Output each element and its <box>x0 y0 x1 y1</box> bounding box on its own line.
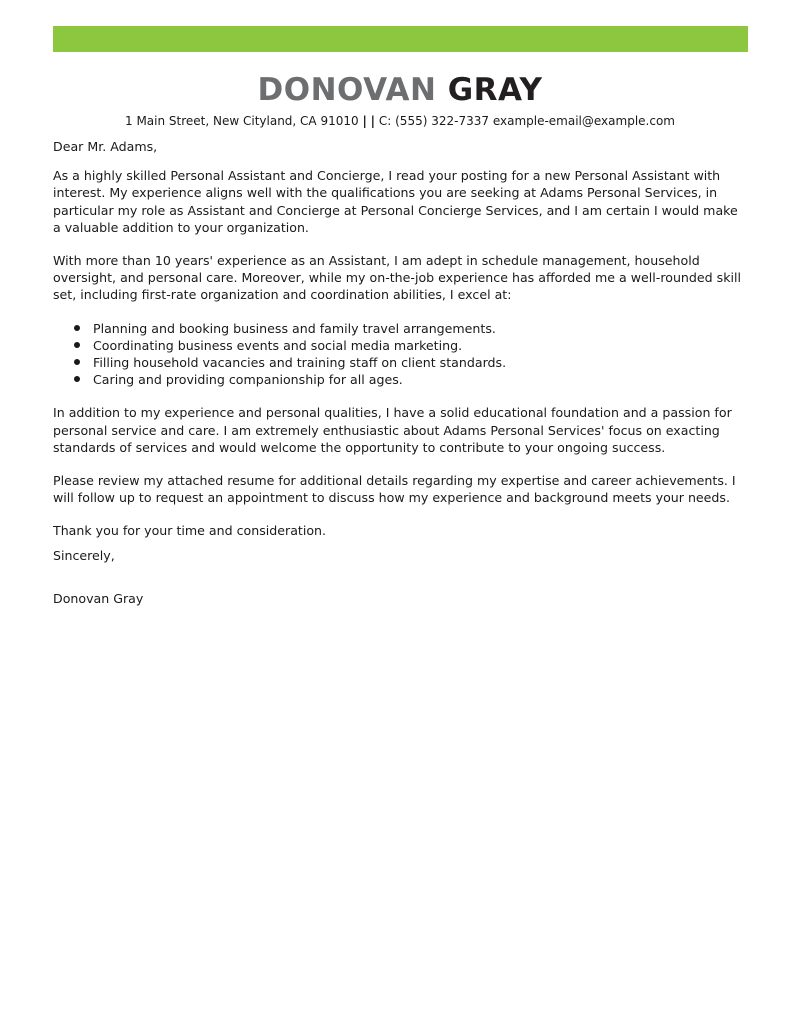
paragraph-followup: Please review my attached resume for additional details regarding my expertise and career achievements. I will follow up to request an appointment to discuss how my experience and background meets your needs. <box>53 473 736 506</box>
list-item-text: Filling household vacancies and training staff on client standards. <box>93 355 507 371</box>
bullet-icon <box>74 325 80 331</box>
list-item <box>53 320 748 337</box>
thanks-line: Thank you for your time and consideration. <box>53 523 327 539</box>
salutation: Dear Mr. Adams, <box>53 139 158 154</box>
contact-separator: | <box>370 114 376 128</box>
paragraph-education: In addition to my experience and personal qualities, I have a solid educational foundation and a passion for personal service and care. I am extremely enthusiastic about Adams Personal Services' focus on exacting standards of services and would welcome the opportunity to contribute to your ongoing success. <box>53 405 732 455</box>
bullet-icon <box>74 342 80 348</box>
paragraph-experience: With more than 10 years' experience as an Assistant, I am adept in schedule management, household oversight, and personal care. Moreover, while my on-the-job experience has afforded me a well-rounded skill set, including first-rate organization and coordination abilities, I excel at: <box>53 253 742 303</box>
list-item-text: Coordinating business events and social media marketing. <box>93 337 463 353</box>
contact-separator: | <box>362 114 367 128</box>
contact-line <box>0 113 800 129</box>
list-item <box>53 354 748 371</box>
closing: Sincerely, <box>53 547 115 563</box>
header-accent-bar <box>53 26 748 52</box>
skills-list <box>53 320 748 389</box>
last-name: GRAY <box>447 72 543 108</box>
letter-body <box>53 138 748 607</box>
applicant-name <box>0 70 800 110</box>
bullet-icon <box>74 376 80 382</box>
bullet-icon <box>74 359 80 365</box>
list-item-text: Planning and booking business and family travel arrangements. <box>93 320 496 336</box>
list-item-text: Caring and providing companionship for all ages. <box>93 372 403 388</box>
first-name: DONOVAN <box>257 72 437 108</box>
list-item <box>53 371 748 388</box>
phone: C: (555) 322-7337 <box>378 114 489 128</box>
signature: Donovan Gray <box>53 590 144 606</box>
paragraph-intro: As a highly skilled Personal Assistant and Concierge, I read your posting for a new Personal Assistant with interest. My experience aligns well with the qualifications you are seeking at Adams Personal Services, in particular my role as Assistant and Concierge at Personal Concierge Services, and I am certain I would make a valuable addition to your organization. <box>53 168 738 235</box>
list-item <box>53 337 748 354</box>
address: 1 Main Street, New Cityland, CA 91010 <box>125 114 359 128</box>
email: example-email@example.com <box>492 114 675 128</box>
